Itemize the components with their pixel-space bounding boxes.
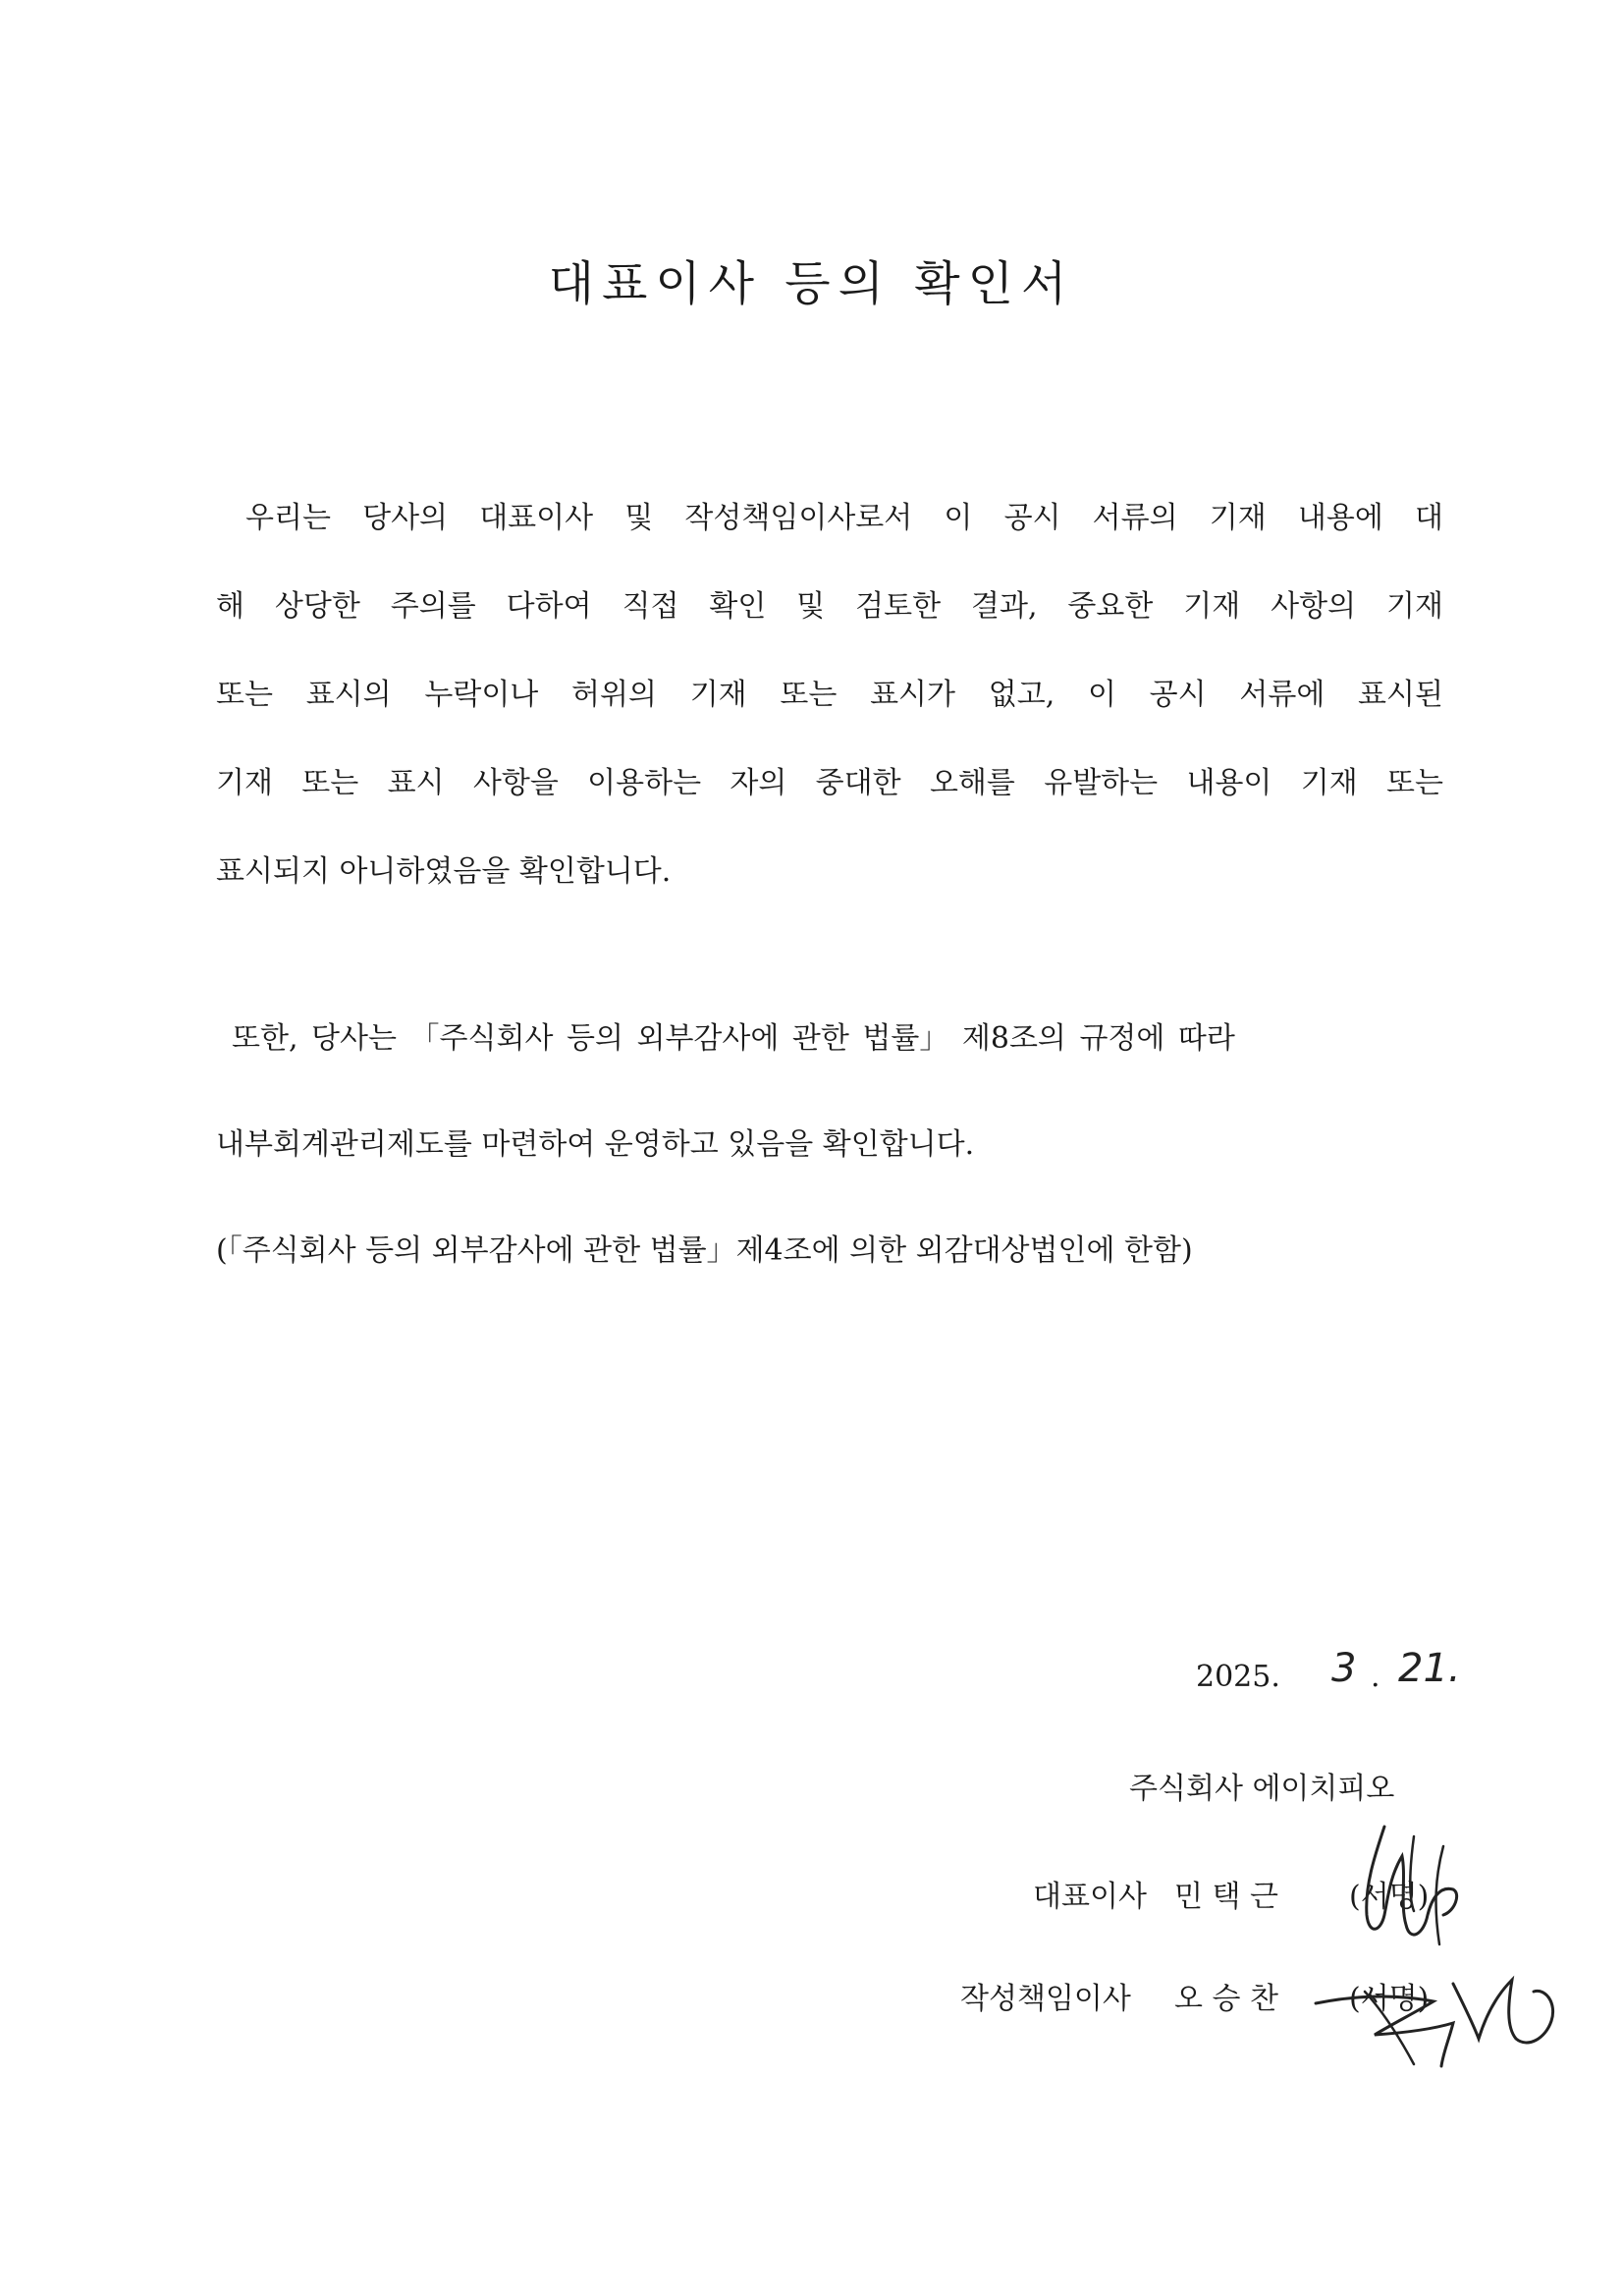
date-year: 2025. [1196,1660,1280,1694]
cfo-name: 오 승 찬 [1174,1982,1279,2016]
ceo-sign-label: (서명) [1349,1880,1430,1914]
paragraph2-line-3: (「주식회사 등의 외부감사에 관한 법률」제4조에 의한 외감대상법인에 한함) [216,1233,1193,1268]
cfo-signature [1306,1944,1561,2072]
date-day-handwritten: 21. [1398,1646,1461,1691]
date-month-handwritten: 3 [1331,1646,1357,1691]
date-separator: . [1371,1660,1380,1694]
cfo-sign-label: (서명) [1349,1982,1430,2016]
ceo-role: 대표이사 [1033,1880,1147,1914]
paragraph2-line-2: 내부회계관리제도를 마련하여 운영하고 있음을 확인합니다. [216,1127,975,1162]
paragraph1-line-1: 우리는 당사의 대표이사 및 작성책임이사로서 이 공시 서류의 기재 내용에 대 [245,501,1443,535]
paragraph1-line-2: 해 상당한 주의를 다하여 직접 확인 및 검토한 결과, 중요한 기재 사항의 기재 [216,589,1443,624]
paragraph1-line-5: 표시되지 아니하였음을 확인합니다. [216,854,672,889]
ceo-name: 민 택 근 [1174,1880,1279,1914]
paragraph1-line-3: 또는 표시의 누락이나 허위의 기재 또는 표시가 없고, 이 공시 서류에 표시된 [216,678,1443,712]
paragraph1-line-4: 기재 또는 표시 사항을 이용하는 자의 중대한 오해를 유발하는 내용이 기재 또는 [216,766,1443,800]
company-name: 주식회사 에이치피오 [1129,1772,1395,1806]
cfo-role: 작성책임이사 [960,1982,1131,2016]
page-title: 대표이사 등의 확인서 [548,256,1075,311]
paragraph2-line-1: 또한, 당사는 「주식회사 등의 외부감사에 관한 법률」 제8조의 규정에 따라 [232,1021,1235,1056]
